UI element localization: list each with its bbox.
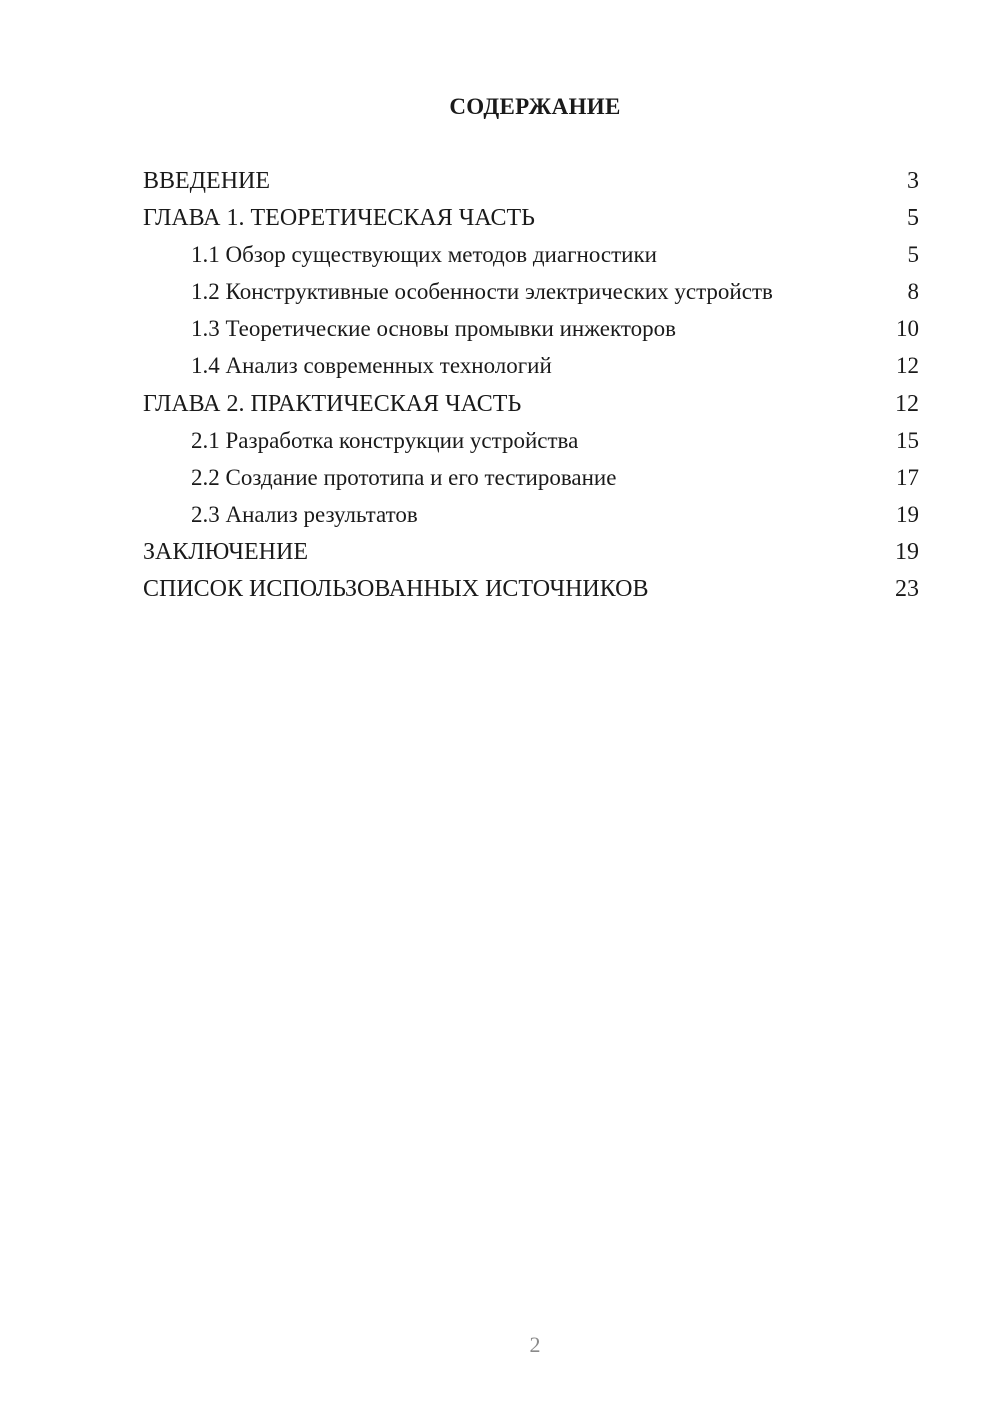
toc-entry-page: 3 bbox=[907, 168, 919, 194]
toc-entry-text: ВВЕДЕНИЕ bbox=[143, 168, 271, 194]
toc-entry-page: 5 bbox=[907, 242, 919, 268]
toc-entry-text: 1.3 Теоретические основы промывки инжекторов bbox=[191, 316, 676, 342]
toc-entry[interactable] bbox=[143, 465, 919, 502]
toc-entry[interactable] bbox=[143, 316, 919, 353]
toc-entry-page: 10 bbox=[896, 316, 919, 342]
toc-entry-text: СПИСОК ИСПОЛЬЗОВАННЫХ ИСТОЧНИКОВ bbox=[143, 576, 649, 603]
toc-entry[interactable] bbox=[143, 168, 919, 205]
page-number: 2 bbox=[529, 1332, 541, 1357]
toc-entry[interactable] bbox=[143, 205, 919, 242]
toc-entry[interactable] bbox=[143, 428, 919, 465]
toc-entry-text: ГЛАВА 1. ТЕОРЕТИЧЕСКАЯ ЧАСТЬ bbox=[143, 205, 535, 232]
toc-entry[interactable] bbox=[143, 539, 919, 576]
toc-entry-text: 2.2 Создание прототипа и его тестирование bbox=[191, 464, 617, 490]
toc-entry-text: ГЛАВА 2. ПРАКТИЧЕСКАЯ ЧАСТЬ bbox=[143, 390, 522, 417]
toc-entry[interactable] bbox=[143, 242, 919, 279]
toc-entry-page: 12 bbox=[895, 390, 919, 417]
toc-entry[interactable] bbox=[143, 576, 919, 613]
toc-entry-page: 15 bbox=[896, 427, 919, 453]
toc-entry-text: ЗАКЛЮЧЕНИЕ bbox=[143, 538, 308, 565]
toc-entry-text: 1.2 Конструктивные особенности электрических устройств bbox=[191, 279, 773, 305]
toc-entry-text: 1.4 Анализ современных технологий bbox=[191, 353, 552, 379]
toc-title: СОДЕРЖАНИЕ bbox=[449, 94, 621, 119]
toc-entry-text: 1.1 Обзор существующих методов диагностики bbox=[191, 242, 657, 268]
table-of-contents bbox=[143, 168, 919, 613]
toc-entry-page: 19 bbox=[896, 501, 919, 527]
toc-entry-page: 5 bbox=[907, 205, 919, 232]
toc-entry-page: 19 bbox=[895, 538, 919, 565]
toc-entry[interactable] bbox=[143, 279, 919, 316]
toc-entry-text: 2.1 Разработка конструкции устройства bbox=[191, 427, 579, 453]
toc-entry-page: 8 bbox=[907, 279, 919, 305]
toc-entry-text: 2.3 Анализ результатов bbox=[191, 501, 418, 527]
toc-entry-page: 23 bbox=[895, 576, 919, 603]
toc-entry[interactable] bbox=[143, 502, 919, 539]
toc-entry-page: 12 bbox=[896, 353, 919, 379]
toc-entry[interactable] bbox=[143, 391, 919, 428]
toc-entry-page: 17 bbox=[896, 464, 919, 490]
toc-entry[interactable] bbox=[143, 353, 919, 390]
